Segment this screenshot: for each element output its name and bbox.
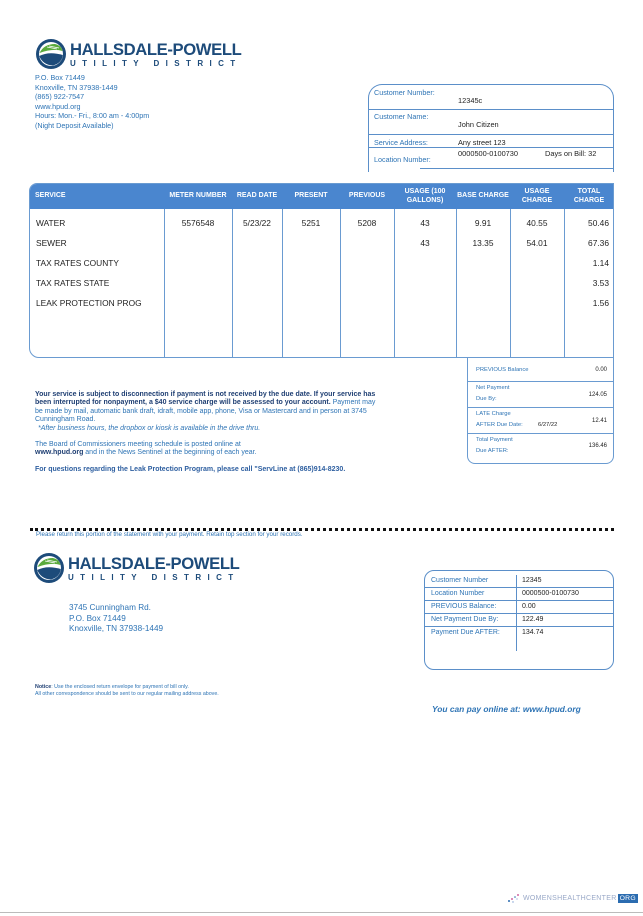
stub-row — [425, 614, 613, 627]
cell-total: 1.14 — [592, 258, 609, 268]
notice-board-link[interactable]: www.hpud.org — [35, 449, 84, 457]
cell-meter: 5576548 — [181, 218, 215, 228]
logo-name: HALLSDALE-POWELL — [70, 39, 242, 59]
envelope-notice — [35, 684, 219, 697]
remittance-logo — [33, 552, 243, 584]
cell-usage: 43 — [420, 218, 430, 228]
remittance-address — [69, 603, 163, 635]
late-charge-label: LATE Charge — [476, 411, 511, 417]
location-number-value: 0000500-0100730 — [458, 149, 519, 158]
col-read-date: READ DATE — [236, 192, 278, 200]
service-address-label: Service Address: — [374, 138, 428, 147]
cell-base: 13.35 — [472, 238, 494, 248]
notice-line-1: : Use the enclosed return envelope for payment of bill only. — [51, 684, 189, 690]
customer-info-box — [368, 84, 614, 172]
divider — [394, 209, 395, 357]
net-payment-label: Net Payment — [476, 385, 510, 391]
late-due-date: 6/27/22 — [538, 422, 558, 428]
watermark — [507, 893, 638, 903]
stub-label: Customer Number — [431, 577, 489, 584]
stub-row — [425, 575, 613, 588]
watermark-text: WOMENSHEALTHCENTER — [523, 894, 617, 902]
cell-previous: 5208 — [357, 218, 377, 228]
logo-name: HALLSDALE-POWELL — [68, 553, 240, 573]
previous-balance-value: 0.00 — [595, 367, 607, 373]
col-usage-charge: USAGE CHARGE — [521, 188, 553, 204]
divider — [340, 209, 341, 357]
cell-total: 50.46 — [588, 218, 609, 228]
remit-po-box: P.O. Box 71449 — [69, 613, 126, 623]
cell-total: 67.36 — [588, 238, 609, 248]
logo-subtitle: UTILITY DISTRICT — [70, 58, 242, 68]
page-bottom-rule — [0, 912, 643, 913]
late-after-label: AFTER Due Date: — [476, 422, 523, 428]
stub-label: Net Payment Due By: — [431, 616, 499, 623]
col-meter-number: METER NUMBER — [169, 192, 227, 200]
cell-usage-charge: 40.55 — [526, 218, 548, 228]
notice-label: Notice — [35, 684, 52, 690]
cell-total: 1.56 — [592, 298, 609, 308]
days-on-bill: Days on Bill: 32 — [545, 149, 597, 158]
address-po-box: P.O. Box 71449 — [35, 73, 85, 82]
previous-balance-label: PREVIOUS Balance — [476, 367, 529, 373]
net-payment-value: 124.05 — [588, 392, 607, 398]
location-row — [369, 148, 613, 173]
notice-leak-text: For questions regarding the Leak Protection Program, please call "ServLine at (865)914-8230. — [35, 465, 346, 473]
late-charge-row — [468, 408, 613, 434]
notice-after-hours: *After business hours, the dropbox or kiosk is available in the drive thru. — [38, 424, 261, 432]
cell-total: 3.53 — [592, 278, 609, 288]
stub-row — [425, 588, 613, 601]
previous-balance-row — [468, 358, 613, 382]
divider — [510, 209, 511, 357]
cell-present: 5251 — [301, 218, 321, 228]
total-payment-row — [468, 434, 613, 462]
divider — [456, 209, 457, 357]
service-address-value: Any street 123 — [458, 138, 506, 147]
col-total-charge: TOTAL CHARGE — [573, 188, 605, 204]
late-charge-value: 12.41 — [591, 418, 607, 424]
cell-base: 9.91 — [474, 218, 492, 228]
stub-label: PREVIOUS Balance: — [431, 603, 497, 610]
stub-value: 0.00 — [522, 603, 536, 610]
hpud-logo-icon — [33, 552, 65, 584]
logo-subtitle: UTILITY DISTRICT — [68, 572, 240, 582]
payment-stub-box — [424, 570, 614, 670]
stub-label: Payment Due AFTER: — [431, 629, 500, 636]
cell-service: TAX RATES COUNTY — [36, 258, 119, 268]
net-payment-row — [468, 382, 613, 408]
customer-number-value: 12345c — [458, 96, 483, 105]
col-base-charge: BASE CHARGE — [457, 192, 509, 200]
total-payment-label: Total Payment — [476, 437, 513, 443]
stub-row — [425, 601, 613, 614]
address-phone: (865) 922-7547 — [35, 92, 85, 102]
table-header — [30, 184, 613, 209]
total-due-after-label: Due AFTER: — [476, 448, 509, 454]
notice-line-2: All other correspondence should be sent to our regular mailing address above. — [35, 690, 219, 697]
col-previous: PREVIOUS — [348, 192, 386, 200]
notice-board-text: The Board of Commissioners meeting schedule is posted online at — [35, 441, 241, 449]
service-charges-table — [29, 183, 614, 358]
disconnection-notice — [35, 391, 385, 474]
dots-icon — [507, 893, 521, 903]
cell-usage: 43 — [420, 238, 430, 248]
cell-service: LEAK PROTECTION PROG — [36, 298, 142, 308]
watermark-badge: ORG — [619, 894, 636, 902]
address-city: Knoxville, TN 37938-1449 — [35, 82, 118, 92]
company-address — [35, 73, 149, 131]
stub-value: 122.49 — [522, 616, 544, 623]
address-website[interactable]: www.hpud.org — [35, 101, 81, 111]
remit-street: 3745 Cunningham Rd. — [69, 603, 151, 612]
remit-city: Knoxville, TN 37938-1449 — [69, 624, 164, 634]
location-number-label: Location Number: — [374, 155, 431, 164]
company-logo — [35, 38, 245, 70]
cell-read-date: 5/23/22 — [243, 218, 271, 228]
customer-number-row — [369, 85, 613, 110]
col-usage: USAGE (100 GALLONS) — [404, 188, 446, 204]
pay-online-link[interactable]: You can pay online at: www.hpud.org — [432, 704, 581, 714]
cell-service: WATER — [36, 218, 66, 228]
stub-value: 12345 — [522, 577, 542, 584]
address-night-deposit: (Night Deposit Available) — [35, 120, 114, 130]
service-address-row — [369, 135, 613, 148]
cell-service: SEWER — [36, 238, 67, 248]
customer-name-value: John Citizen — [458, 120, 499, 129]
notice-payment-text: Payment may be made by mail, automatic bank draft, idraft, mobile app, phone, Visa or Mastercard and in person at 3745 Cunningham Road. — [35, 399, 376, 424]
cell-usage-charge: 54.01 — [526, 238, 548, 248]
total-payment-value: 136.46 — [588, 443, 607, 449]
col-present: PRESENT — [294, 192, 328, 200]
divider — [164, 209, 165, 357]
customer-name-label: Customer Name: — [374, 112, 429, 121]
col-service: SERVICE — [35, 192, 66, 200]
stub-value: 134.74 — [522, 629, 544, 636]
stub-label: Location Number — [431, 590, 485, 597]
return-note: Please return this portion of the statement with your payment. Retain top section for your records. — [36, 531, 303, 538]
cell-service: TAX RATES STATE — [36, 278, 110, 288]
location-underline — [420, 168, 613, 169]
divider — [282, 209, 283, 357]
notice-bold-text: Your service is subject to disconnection if payment is not received by the due date. If your service has been interrupted for nonpayment, a $40 service charge will be assessed to your account. — [35, 391, 376, 407]
customer-number-label: Customer Number: — [374, 88, 435, 97]
divider — [232, 209, 233, 357]
notice-board-text-2: and in the News Sentinel at the beginning of each year. — [83, 449, 257, 457]
balance-summary-box — [467, 358, 614, 464]
stub-row — [425, 627, 613, 640]
stub-value: 0000500-0100730 — [522, 590, 579, 597]
customer-name-row — [369, 110, 613, 135]
hpud-logo-icon — [35, 38, 67, 70]
net-payment-due-label: Due By: — [476, 396, 497, 402]
address-hours: Hours: Mon.- Fri., 8:00 am - 4:00pm — [35, 111, 150, 121]
